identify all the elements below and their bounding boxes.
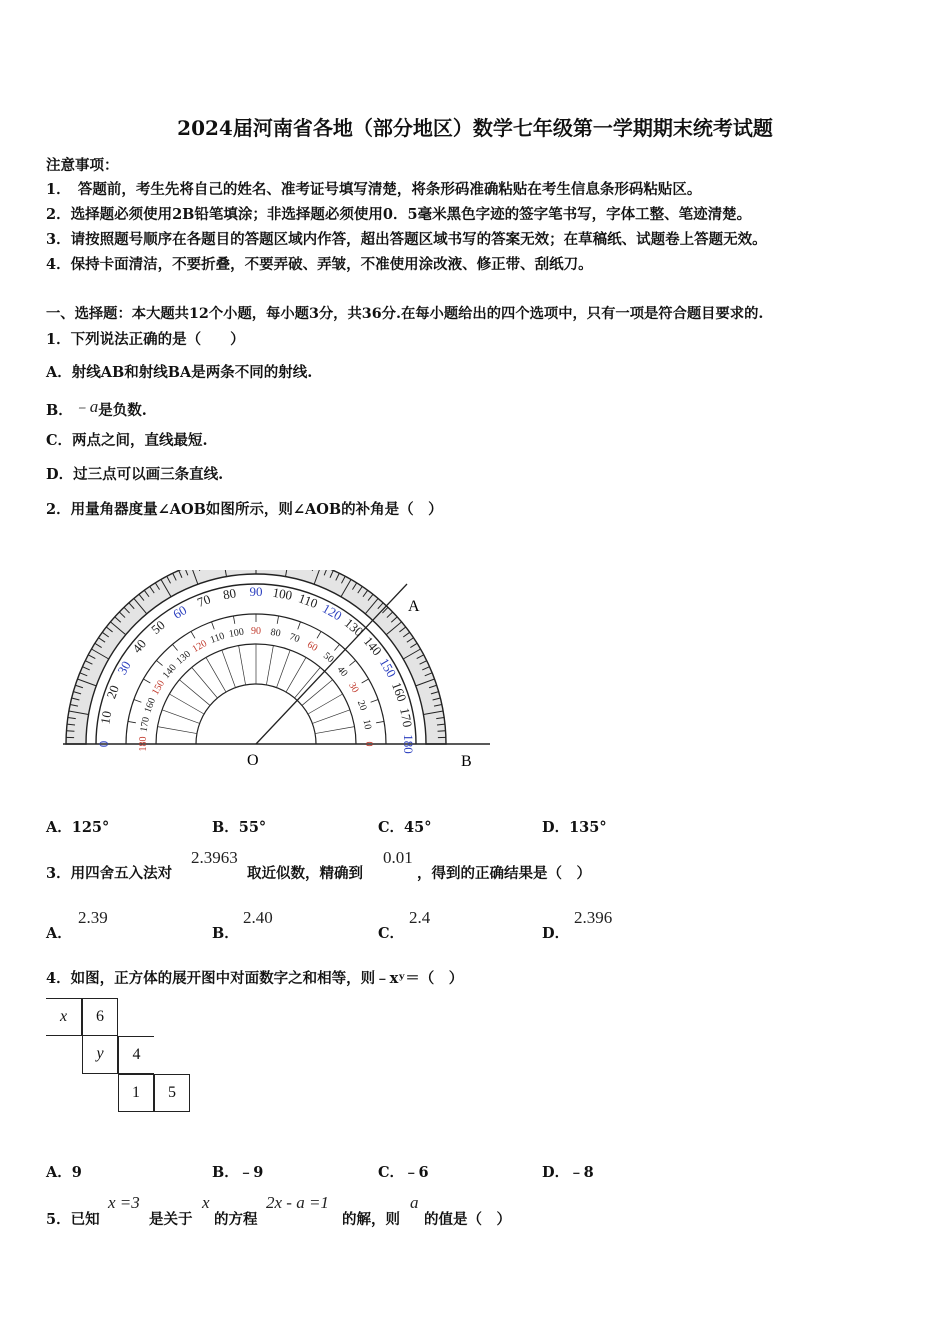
q3-option-d-value: 2.396 [574,908,613,927]
net-cell-1: 1 [118,1074,154,1112]
q3-stem-part: ，得到的正确结果是（ ） [417,865,591,882]
q2-option-d: D．135° [542,819,607,836]
scale-tick [134,700,142,703]
scale-label: 90 [249,584,263,599]
scale-tick [172,644,177,650]
net-cell-y: y [82,1036,118,1074]
scale-label: 170 [397,706,416,729]
q3-option-b-value: 2.40 [243,908,273,927]
scale-label: 110 [296,590,320,611]
guide-line [312,710,350,724]
q5-math-a: a [410,1193,419,1212]
scale-label: 10 [360,718,374,731]
scale-label: 70 [195,591,213,610]
notice-item: 2．选择题必须使用2B铅笔填涂；非选择题必须使用0．5毫米黑色字迹的签字笔书写，字体工整、笔迹清楚。 [46,206,752,223]
scale-tick [317,631,321,638]
scale-tick [371,700,379,703]
guide-line [308,694,343,714]
scale-label: 120 [190,638,209,656]
q1-option-c: C．两点之间，直线最短. [46,432,208,449]
q3-precision: 0.01 [383,848,413,867]
guide-line [277,650,291,688]
scale-label: 160 [142,696,159,715]
scale-label: 60 [305,639,320,654]
scale-label: 130 [174,648,193,667]
net-cell-5: 5 [154,1074,190,1112]
scale-tick [128,721,136,722]
scale-label: 180 [138,736,149,752]
scale-label: 100 [228,626,245,640]
guide-line [266,646,273,685]
notice-item: 1． 答题前，考生先将自己的姓名、准考证号填写清楚，将条形码准确粘贴在考生信息条形码粘贴区。 [46,181,702,198]
q1-option-b [46,395,147,420]
q4-option-d: D．﹣8 [542,1164,594,1181]
scale-tick [376,721,384,722]
guide-line [206,657,226,692]
guide-line [158,727,197,734]
notice-item: 3．请按照题号顺序在各题目的答题区域内作答，超出答题区域书写的答案无效；在草稿纸、试题卷上答题无效。 [46,231,767,248]
notice-heading: 注意事项： [46,157,119,174]
scale-label: 80 [269,626,282,640]
scale-label: 0 [363,741,374,747]
q5-math-x: x [202,1193,210,1212]
section-heading: 一、选择题：本大题共12个小题，每小题3分，共36分.在每小题给出的四个选项中，只有一项是符合题目要求的. [46,306,764,322]
q5-stem-part: 的解，则 [342,1211,400,1228]
scale-tick [212,622,215,630]
scale-label: 0 [96,740,111,748]
q4-option-a: A．9 [46,1164,82,1181]
scale-tick [277,616,278,624]
q4-stem: 4．如图，正方体的展开图中对面数字之和相等，则﹣xʸ＝（ ） [46,970,464,987]
q3-option-a-value: 2.39 [78,908,108,927]
scale-label: 40 [334,664,350,680]
scale-label: 140 [360,633,385,659]
scale-label: 180 [401,734,416,754]
scale-label: 150 [150,678,168,697]
protractor-figure [55,570,505,785]
scale-label: 40 [129,636,150,656]
scale-label: 30 [346,680,361,695]
scale-label: 170 [138,716,152,733]
q3-option-c-value: 2.4 [409,908,431,927]
page-title: 2024届河南省各地（部分地区）数学七年级第一学期期末统考试题 [177,116,773,140]
q2-option-c: C．45° [378,819,432,836]
q3-stem-part: 取近似数，精确到 [247,865,363,882]
scale-tick [191,631,195,638]
q5-stem-part: 5．已知 [46,1211,100,1228]
scale-label: 100 [271,584,294,603]
q5-stem-part: 的值是（ ） [424,1211,511,1228]
guide-line [162,710,200,724]
q4-option-b: B．﹣9 [212,1164,264,1181]
scale-label: 150 [376,655,400,680]
scale-tick [143,679,150,683]
scale-label: 110 [208,630,227,646]
scale-label: 30 [114,658,134,678]
q5-stem-part: 是关于 [149,1211,193,1228]
scale-label: 140 [160,662,179,681]
net-cell-6: 6 [82,998,118,1036]
q1-stem: 1．下列说法正确的是（ ） [46,331,245,348]
scale-label: 50 [320,650,336,666]
q1-option-b-math: ﹣a [72,397,99,416]
label-point-o: O [247,752,259,769]
q5-math-equation: 2x - a =1 [266,1193,329,1212]
guide-line [286,657,306,692]
guide-line [315,727,354,734]
scale-tick [334,644,339,650]
scale-tick [156,660,162,665]
scale-label: 10 [97,709,115,726]
q2-stem: 2．用量角器度量∠AOB如图所示，则∠AOB的补角是（ ） [46,501,443,518]
scale-tick [298,622,301,630]
notice-item: 4．保持卡面清洁，不要折叠，不要弄破、弄皱，不准使用涂改液、修正带、刮纸刀。 [46,256,593,273]
q2-option-b: B．55° [212,819,267,836]
q4-option-c: C．﹣6 [378,1164,429,1181]
q3-number: 2.3963 [191,848,238,867]
q3-stem-part: 3．用四舍五入法对 [46,865,173,882]
scale-label: 80 [221,585,238,603]
scale-label: 120 [320,600,345,624]
scale-tick [233,616,234,624]
net-cell-4: 4 [118,1036,154,1074]
scale-label: 20 [354,698,369,713]
scale-tick [362,679,369,683]
scale-label: 160 [388,680,410,704]
q3-option-d-label: D． [542,925,570,942]
q5-math-x-equals-3: x =3 [108,1193,140,1212]
q1-option-d: D．过三点可以画三条直线. [46,466,224,483]
scale-label: 50 [148,617,168,638]
scale-label: 90 [251,626,261,637]
scale-label: 70 [287,631,302,646]
guide-line [239,646,246,685]
q1-option-a: A．射线AB和射线BA是两条不同的射线. [46,364,313,381]
net-cell-x: x [46,998,82,1036]
scale-label: 130 [341,615,367,640]
guide-line [169,694,204,714]
guide-line [222,650,236,688]
q5-stem-part: 的方程 [214,1211,258,1228]
label-point-a: A [408,598,420,615]
q1-option-b-text: 是负数. [98,402,147,419]
label-point-b: B [461,753,472,770]
scale-label: 60 [170,602,190,622]
scale-tick [438,731,446,732]
scale-tick [66,731,74,732]
q3-option-a-label: A． [46,925,72,942]
scale-tick [349,660,355,665]
q3-option-c-label: C． [378,925,405,942]
scale-label: 20 [103,683,122,701]
q1-option-b-label: B． [46,402,73,419]
q2-option-a: A．125° [46,819,110,836]
q3-option-b-label: B． [212,925,239,942]
